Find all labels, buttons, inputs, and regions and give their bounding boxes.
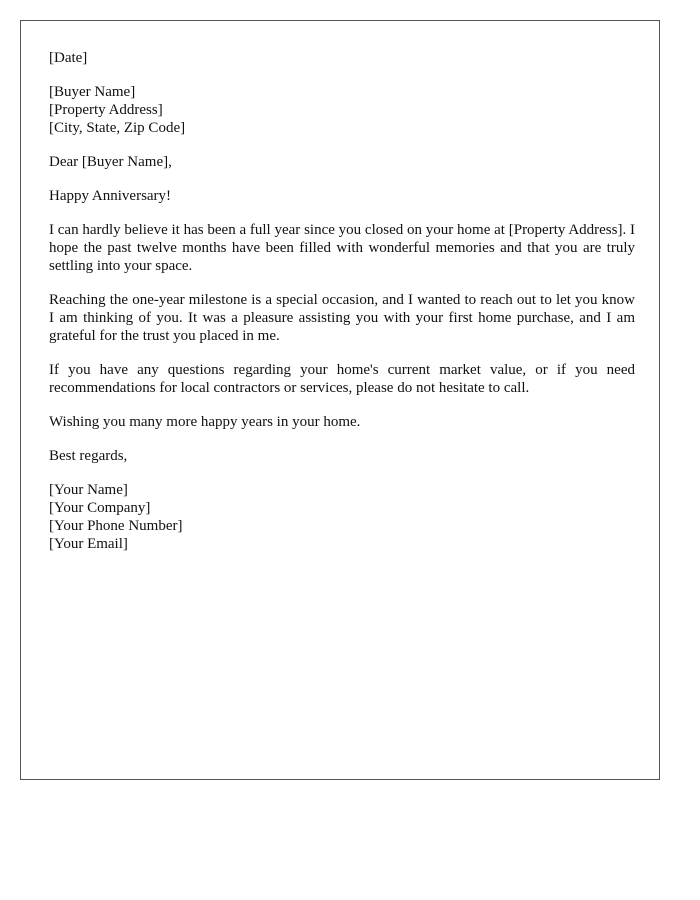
closing-block [49,447,635,465]
body-paragraph-milestone: Reaching the one-year milestone is a special occasion, and I wanted to reach out to let you know I am thinking of you. It was a pleasure assisting you with your first home purchase, and I am grateful for the trust you placed in me. [49,292,635,344]
letter-date-block [49,49,635,67]
greeting: Happy Anniversary! [49,188,172,204]
greeting-block [49,187,635,205]
recipient-property-address: [Property Address] [49,102,163,118]
signature-company: [Your Company] [49,500,151,516]
letter-body [49,49,635,569]
recipient-name: [Buyer Name] [49,84,136,100]
signature-email: [Your Email] [49,536,128,552]
salutation: Dear [Buyer Name], [49,154,172,170]
signature-name: [Your Name] [49,482,128,498]
closing: Best regards, [49,448,128,464]
body-paragraph-anniversary: I can hardly believe it has been a full year since you closed on your home at [Property Address]. I hope the past twelve months have been filled with wonderful memories and that you are truly settling into your space. [49,222,635,274]
letter-date: [Date] [49,50,88,66]
body-paragraph-wishes: Wishing you many more happy years in your home. [49,414,361,430]
signature-phone: [Your Phone Number] [49,518,183,534]
letter-page [20,20,660,780]
salutation-block [49,153,635,171]
body-paragraph-questions: If you have any questions regarding your home's current market value, or if you need recommendations for local contractors or services, please do not hesitate to call. [49,362,635,396]
recipient-address-block [49,83,635,137]
recipient-city-state-zip: [City, State, Zip Code] [49,120,186,136]
signature-block [49,481,635,553]
